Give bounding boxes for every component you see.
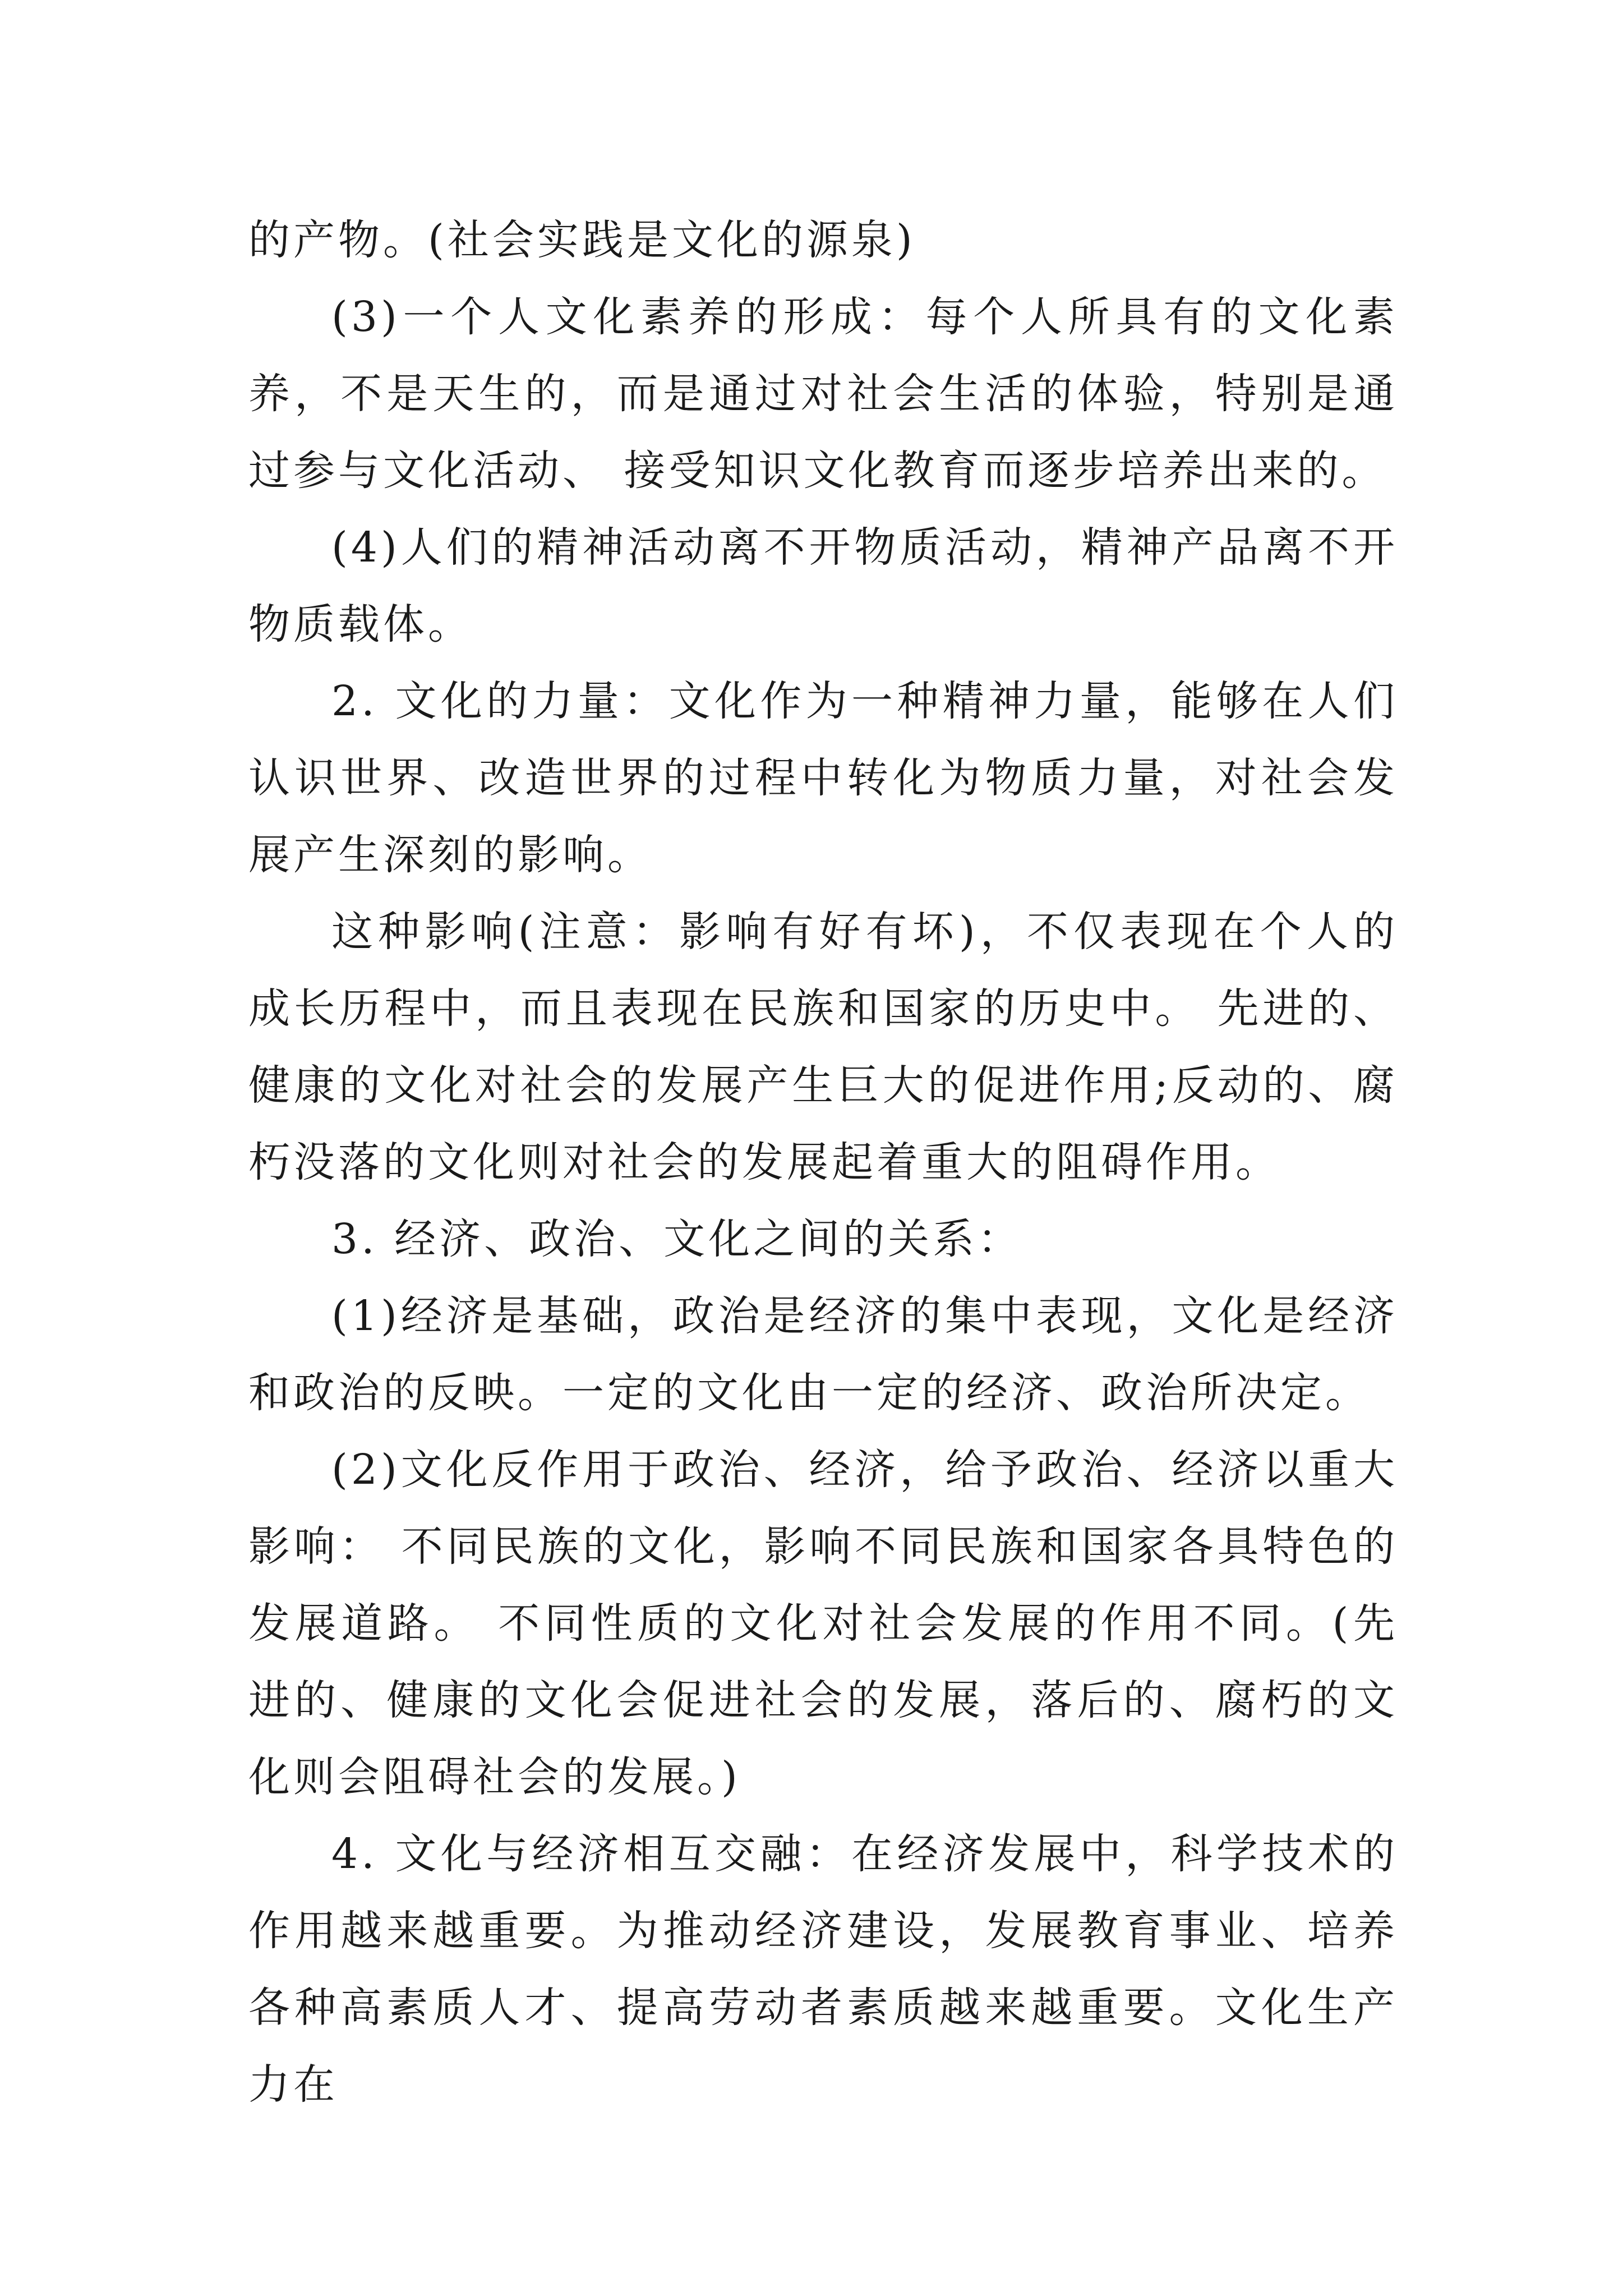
paragraph-cultural-literacy: (3)一个人文化素养的形成：每个人所具有的文化素养，不是天生的，而是通过对社会生活的体验，特别是通过参与文化活动、 接受知识文化教育而逐步培养出来的。	[248, 293, 1398, 495]
paragraph-culture-reaction: (2)文化反作用于政治、经济，给予政治、经济以重大影响： 不同民族的文化，影响不同民族和国家各具特色的发展道路。 不同性质的文化对社会发展的作用不同。(先进的、健康的文化会促进社会的发展，落后的、腐朽的文化则会阻碍社会的发展。)	[248, 1446, 1398, 1801]
paragraph-spiritual-activity: (4)人们的精神活动离不开物质活动，精神产品离不开物质载体。	[248, 523, 1398, 648]
paragraph-economy-basis: (1)经济是基础，政治是经济的集中表现，文化是经济和政治的反映。一定的文化由一定的经济、政治所决定。	[248, 1292, 1398, 1417]
paragraph-influence: 这种影响(注意：影响有好有坏)，不仅表现在个人的成长历程中，而且表现在民族和国家的历史中。 先进的、健康的文化对社会的发展产生巨大的促进作用;反动的、腐朽没落的文化则对社会的发展起着重大的阻碍作用。	[248, 908, 1398, 1186]
document-body	[248, 202, 1398, 2123]
paragraph-relationship-heading: 3. 经济、政治、文化之间的关系：	[331, 1215, 1023, 1263]
paragraph-culture-economy: 4. 文化与经济相互交融：在经济发展中，科学技术的作用越来越重要。为推动经济建设，发展教育事业、培养各种高素质人才、提高劳动者素质越来越重要。文化生产力在	[248, 1830, 1398, 2109]
paragraph-continuation: 的产物。(社会实践是文化的源泉)	[248, 216, 916, 264]
paragraph-power-of-culture: 2. 文化的力量：文化作为一种精神力量，能够在人们认识世界、改造世界的过程中转化为物质力量，对社会发展产生深刻的影响。	[248, 677, 1398, 879]
